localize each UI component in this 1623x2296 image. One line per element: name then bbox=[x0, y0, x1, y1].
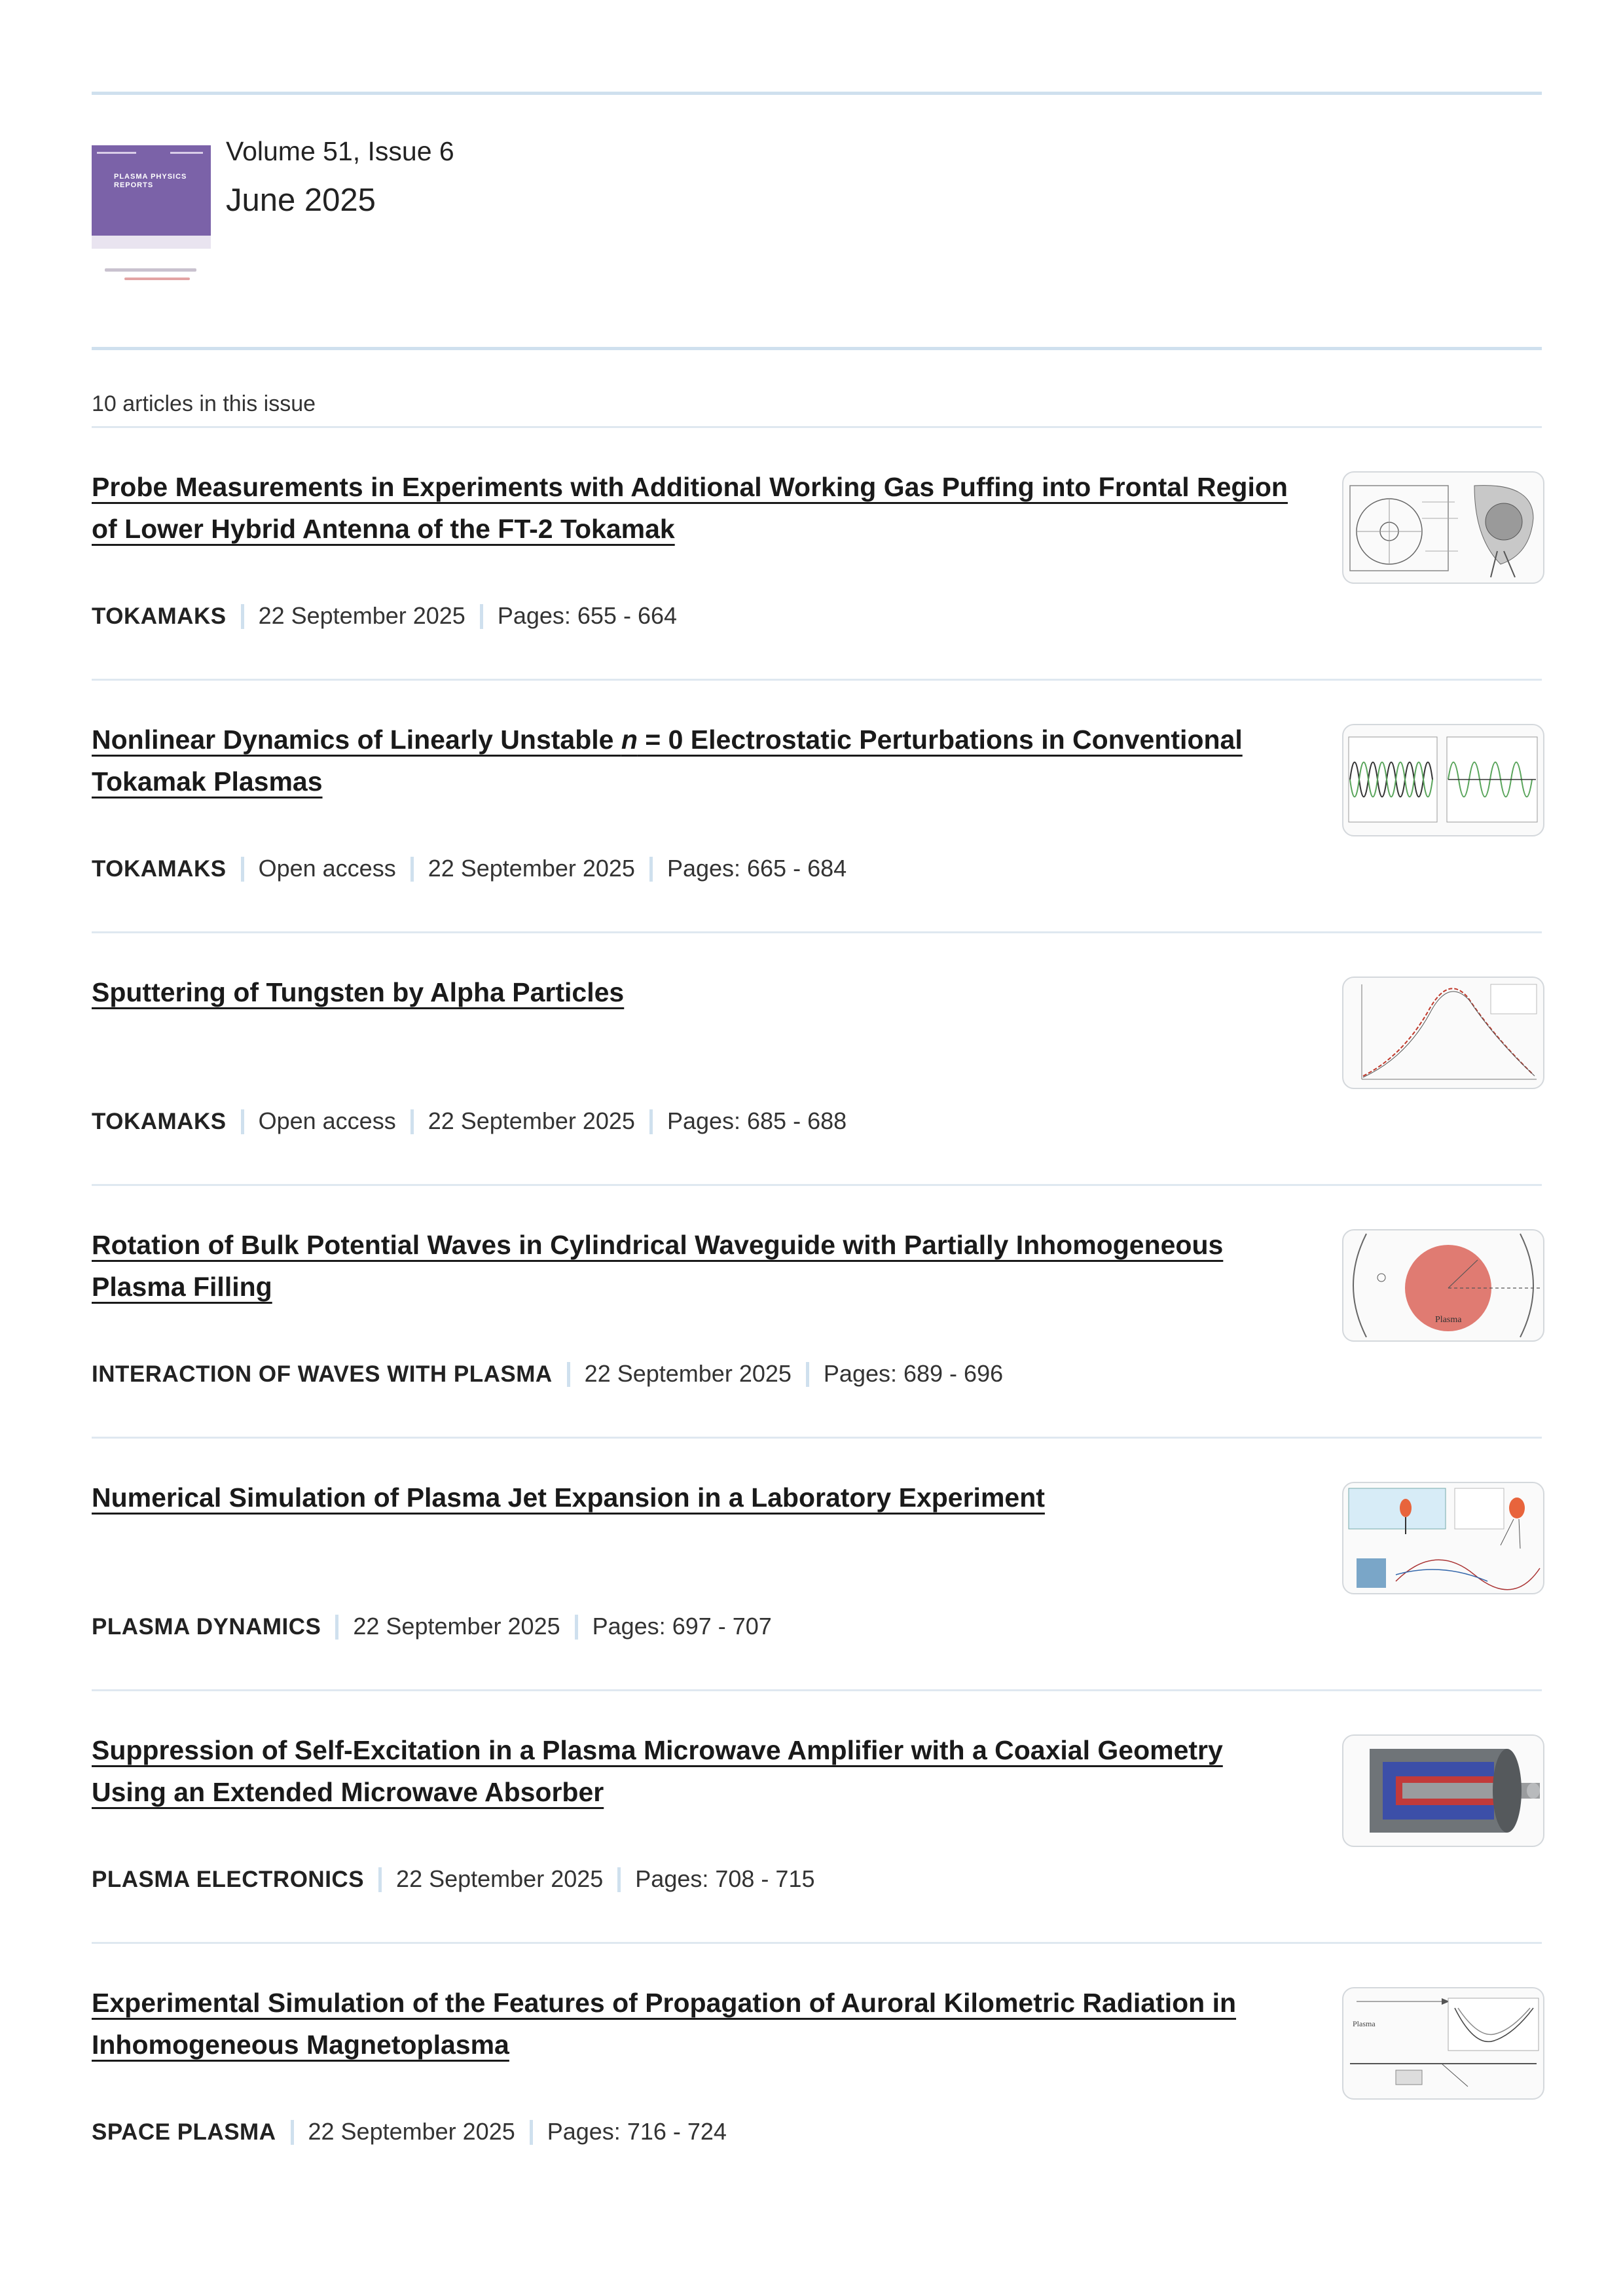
article-thumbnail[interactable] bbox=[1342, 1734, 1544, 1847]
article-divider bbox=[92, 1184, 1542, 1186]
issue-volume: Volume 51, Issue 6 bbox=[226, 136, 454, 166]
article-divider bbox=[92, 1437, 1542, 1439]
top-divider bbox=[92, 92, 1542, 95]
article-count: 10 articles in this issue bbox=[92, 391, 316, 416]
article-title-link[interactable]: Experimental Simulation of the Features of Propagation of Auroral Kilometric Radiation in Inhomogeneous Magnetoplasma bbox=[92, 1988, 1237, 2060]
article-title[interactable] bbox=[92, 719, 1290, 802]
article-category[interactable]: PLASMA DYNAMICS bbox=[92, 1614, 321, 1640]
article-item bbox=[92, 1477, 1542, 1729]
article-meta bbox=[92, 1865, 814, 1893]
article-pages: Pages: 685 - 688 bbox=[666, 1107, 847, 1134]
article-date: 22 September 2025 bbox=[428, 855, 635, 882]
article-title-link[interactable]: Suppression of Self-Excitation in a Plasma Microwave Amplifier with a Coaxial Geometry Using an Extended Microwave Absorber bbox=[92, 1735, 1223, 1807]
article-category[interactable]: TOKAMAKS bbox=[92, 1109, 227, 1134]
article-divider bbox=[92, 931, 1542, 933]
article-meta bbox=[92, 1107, 847, 1135]
article-title-link[interactable]: Rotation of Bulk Potential Waves in Cylindrical Waveguide with Partially Inhomogeneous Plasma Filling bbox=[92, 1230, 1224, 1302]
article-category[interactable]: INTERACTION OF WAVES WITH PLASMA bbox=[92, 1361, 553, 1387]
article-meta bbox=[92, 2118, 727, 2145]
thumb-plasma-label: Plasma bbox=[1353, 2019, 1376, 2028]
article-date: 22 September 2025 bbox=[584, 1360, 792, 1387]
article-pages: Pages: 697 - 707 bbox=[592, 1613, 772, 1640]
article-meta bbox=[92, 1360, 1003, 1388]
article-title-link[interactable]: Probe Measurements in Experiments with Additional Working Gas Puffing into Frontal Region of Lower Hybrid Antenna of the FT-2 Tokamak bbox=[92, 472, 1288, 544]
article-category[interactable]: PLASMA ELECTRONICS bbox=[92, 1867, 365, 1892]
journal-cover[interactable] bbox=[92, 145, 211, 289]
article-thumbnail[interactable] bbox=[1342, 1987, 1544, 2100]
article-item bbox=[92, 719, 1542, 971]
cover-art bbox=[92, 145, 211, 236]
article-date: 22 September 2025 bbox=[258, 602, 465, 629]
publisher-logo bbox=[105, 268, 196, 272]
probe-diagram-icon bbox=[1343, 473, 1543, 583]
article-access: Open access bbox=[258, 855, 396, 882]
article-meta bbox=[92, 1613, 772, 1640]
article-title[interactable] bbox=[92, 1224, 1290, 1308]
article-thumbnail[interactable] bbox=[1342, 977, 1544, 1089]
article-title[interactable] bbox=[92, 1729, 1290, 1813]
article-pages: Pages: 708 - 715 bbox=[635, 1865, 815, 1892]
header-divider bbox=[92, 347, 1542, 350]
article-title[interactable] bbox=[92, 1982, 1290, 2066]
article-date: 22 September 2025 bbox=[353, 1613, 560, 1640]
article-thumbnail[interactable] bbox=[1342, 471, 1544, 584]
article-item bbox=[92, 1729, 1542, 1982]
magnetoplasma-setup-icon bbox=[1343, 1988, 1543, 2098]
article-pages: Pages: 665 - 684 bbox=[666, 855, 847, 882]
coaxial-amplifier-icon bbox=[1343, 1736, 1543, 1846]
cover-title: PLASMA PHYSICS REPORTS bbox=[114, 173, 187, 189]
springer-logo bbox=[124, 278, 190, 280]
article-date: 22 September 2025 bbox=[308, 2118, 515, 2145]
article-item bbox=[92, 971, 1542, 1224]
article-access: Open access bbox=[258, 1107, 396, 1134]
article-category[interactable]: SPACE PLASMA bbox=[92, 2119, 276, 2145]
article-meta bbox=[92, 602, 677, 630]
article-category[interactable]: TOKAMAKS bbox=[92, 603, 227, 629]
article-title-link[interactable]: Nonlinear Dynamics of Linearly Unstable n = 0 Electrostatic Perturbations in Conventional Tokamak Plasmas bbox=[92, 725, 1243, 797]
article-pages: Pages: 689 - 696 bbox=[823, 1360, 1004, 1387]
issue-date: June 2025 bbox=[226, 183, 376, 218]
plasma-jet-icon bbox=[1343, 1483, 1543, 1593]
article-title[interactable] bbox=[92, 971, 1290, 1013]
article-meta bbox=[92, 855, 847, 882]
article-title[interactable] bbox=[92, 1477, 1290, 1518]
thumb-plasma-label: Plasma bbox=[1435, 1315, 1462, 1325]
article-divider bbox=[92, 1942, 1542, 1944]
article-date: 22 September 2025 bbox=[428, 1107, 635, 1134]
article-pages: Pages: 716 - 724 bbox=[547, 2118, 727, 2145]
article-pages: Pages: 655 - 664 bbox=[497, 602, 678, 629]
article-title-link[interactable]: Sputtering of Tungsten by Alpha Particles bbox=[92, 977, 625, 1007]
article-divider bbox=[92, 679, 1542, 681]
article-thumbnail[interactable] bbox=[1342, 724, 1544, 836]
list-divider bbox=[92, 426, 1542, 428]
article-category[interactable]: TOKAMAKS bbox=[92, 856, 227, 882]
article-item bbox=[92, 1982, 1542, 2234]
article-item bbox=[92, 466, 1542, 719]
article-thumbnail[interactable] bbox=[1342, 1229, 1544, 1342]
article-title[interactable] bbox=[92, 466, 1290, 550]
oscillation-plot-icon bbox=[1343, 725, 1543, 835]
article-item bbox=[92, 1224, 1542, 1477]
article-divider bbox=[92, 1689, 1542, 1691]
article-date: 22 September 2025 bbox=[396, 1865, 604, 1892]
waveguide-cross-section-icon bbox=[1343, 1230, 1543, 1340]
article-thumbnail[interactable] bbox=[1342, 1482, 1544, 1594]
sputtering-curve-icon bbox=[1343, 978, 1543, 1088]
article-title-link[interactable]: Numerical Simulation of Plasma Jet Expansion in a Laboratory Experiment bbox=[92, 1482, 1045, 1513]
